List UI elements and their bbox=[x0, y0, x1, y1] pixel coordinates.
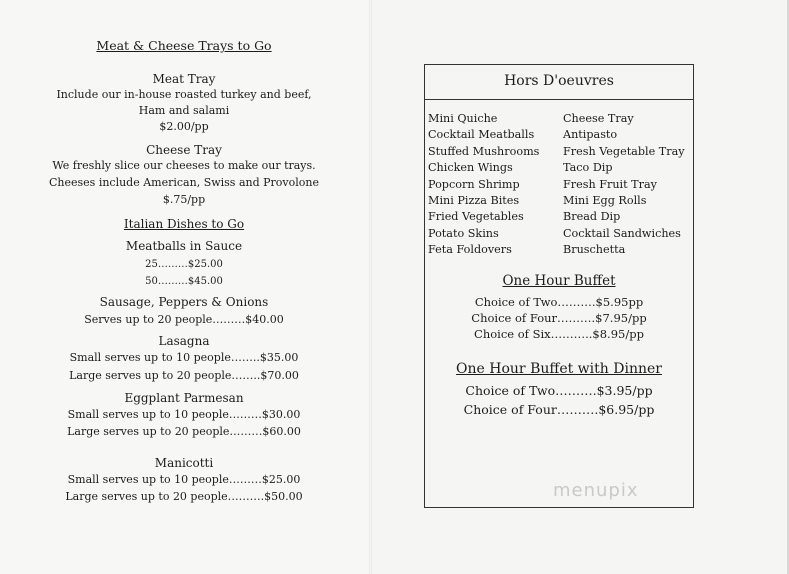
lasagna-line1: Small serves up to 10 people……..$35.00 bbox=[69, 351, 299, 364]
hors-item: Fresh Fruit Tray bbox=[563, 177, 657, 191]
meat-tray-desc1: Include our in-house roasted turkey and beef, bbox=[56, 88, 312, 101]
buffet-dinner-line: Choice of Two……….$3.95/pp bbox=[465, 383, 653, 398]
hors-item: Potato Skins bbox=[428, 226, 499, 240]
hors-item: Bread Dip bbox=[563, 210, 621, 224]
hors-item: Mini Pizza Bites bbox=[428, 194, 520, 208]
hors-item: Cocktail Meatballs bbox=[428, 128, 535, 142]
page-fold bbox=[369, 0, 372, 574]
hors-item: Cocktail Sandwiches bbox=[563, 226, 681, 240]
hors-item: Stuffed Mushrooms bbox=[428, 144, 540, 158]
cheese-tray-price: $.75/pp bbox=[162, 193, 206, 206]
hors-item: Popcorn Shrimp bbox=[428, 177, 520, 191]
hors-item: Fried Vegetables bbox=[428, 210, 524, 224]
hors-doeuvres-title: Hors D'oeuvres bbox=[504, 73, 614, 89]
meatballs-line1: 25………$25.00 bbox=[145, 259, 223, 270]
hors-item: Mini Quiche bbox=[428, 112, 498, 125]
manicotti-line2: Large serves up to 20 people……….$50.00 bbox=[65, 490, 303, 503]
sausage-name: Sausage, Peppers & Onions bbox=[99, 295, 269, 309]
meat-tray-price: $2.00/pp bbox=[159, 120, 209, 133]
eggplant-line1: Small serves up to 10 people………$30.00 bbox=[67, 408, 301, 421]
buffet-dinner-line: Choice of Four……….$6.95/pp bbox=[463, 402, 655, 417]
hors-column-1 bbox=[428, 111, 539, 259]
buffet-line: Choice of Six………..$8.95/pp bbox=[474, 327, 644, 341]
meatballs-line2: 50………$45.00 bbox=[145, 276, 223, 287]
meat-cheese-section-title: Meat & Cheese Trays to Go bbox=[96, 38, 272, 53]
sausage-line1: Serves up to 20 people………$40.00 bbox=[84, 313, 284, 326]
buffet-title: One Hour Buffet bbox=[502, 273, 616, 289]
hors-item: Fresh Vegetable Tray bbox=[563, 144, 685, 158]
meatballs-name: Meatballs in Sauce bbox=[125, 239, 243, 253]
lasagna-line2: Large serves up to 20 people……..$70.00 bbox=[69, 369, 299, 382]
hors-item: Cheese Tray bbox=[563, 112, 634, 125]
eggplant-line2: Large serves up to 20 people………$60.00 bbox=[67, 425, 301, 438]
italian-section-title: Italian Dishes to Go bbox=[123, 217, 245, 231]
manicotti-line1: Small serves up to 10 people………$25.00 bbox=[67, 473, 301, 486]
lasagna-name: Lasagna bbox=[158, 334, 210, 348]
hors-item: Antipasto bbox=[563, 128, 618, 142]
hors-item: Feta Foldovers bbox=[428, 243, 512, 257]
cheese-tray-name: Cheese Tray bbox=[146, 143, 222, 157]
hors-doeuvres-box bbox=[424, 64, 694, 508]
hors-item: Chicken Wings bbox=[428, 161, 513, 175]
buffet-line: Choice of Four……….$7.95/pp bbox=[471, 311, 647, 325]
meat-tray-desc2: Ham and salami bbox=[138, 104, 230, 117]
title-divider bbox=[425, 99, 693, 100]
manicotti-name: Manicotti bbox=[154, 456, 214, 470]
cheese-tray-desc2: Cheeses include American, Swiss and Provolone bbox=[49, 176, 319, 189]
cheese-tray-desc1: We freshly slice our cheeses to make our trays. bbox=[52, 159, 316, 172]
hors-column-2 bbox=[563, 111, 685, 259]
buffet-dinner-title: One Hour Buffet with Dinner bbox=[456, 361, 662, 377]
hors-item: Mini Egg Rolls bbox=[563, 194, 647, 208]
buffet-line: Choice of Two……….$5.95pp bbox=[474, 295, 644, 309]
hors-item: Taco Dip bbox=[563, 161, 613, 175]
eggplant-name: Eggplant Parmesan bbox=[124, 391, 244, 405]
menupix-watermark: menupix bbox=[553, 480, 639, 501]
meat-tray-name: Meat Tray bbox=[152, 72, 216, 86]
hors-item: Bruschetta bbox=[563, 243, 626, 257]
